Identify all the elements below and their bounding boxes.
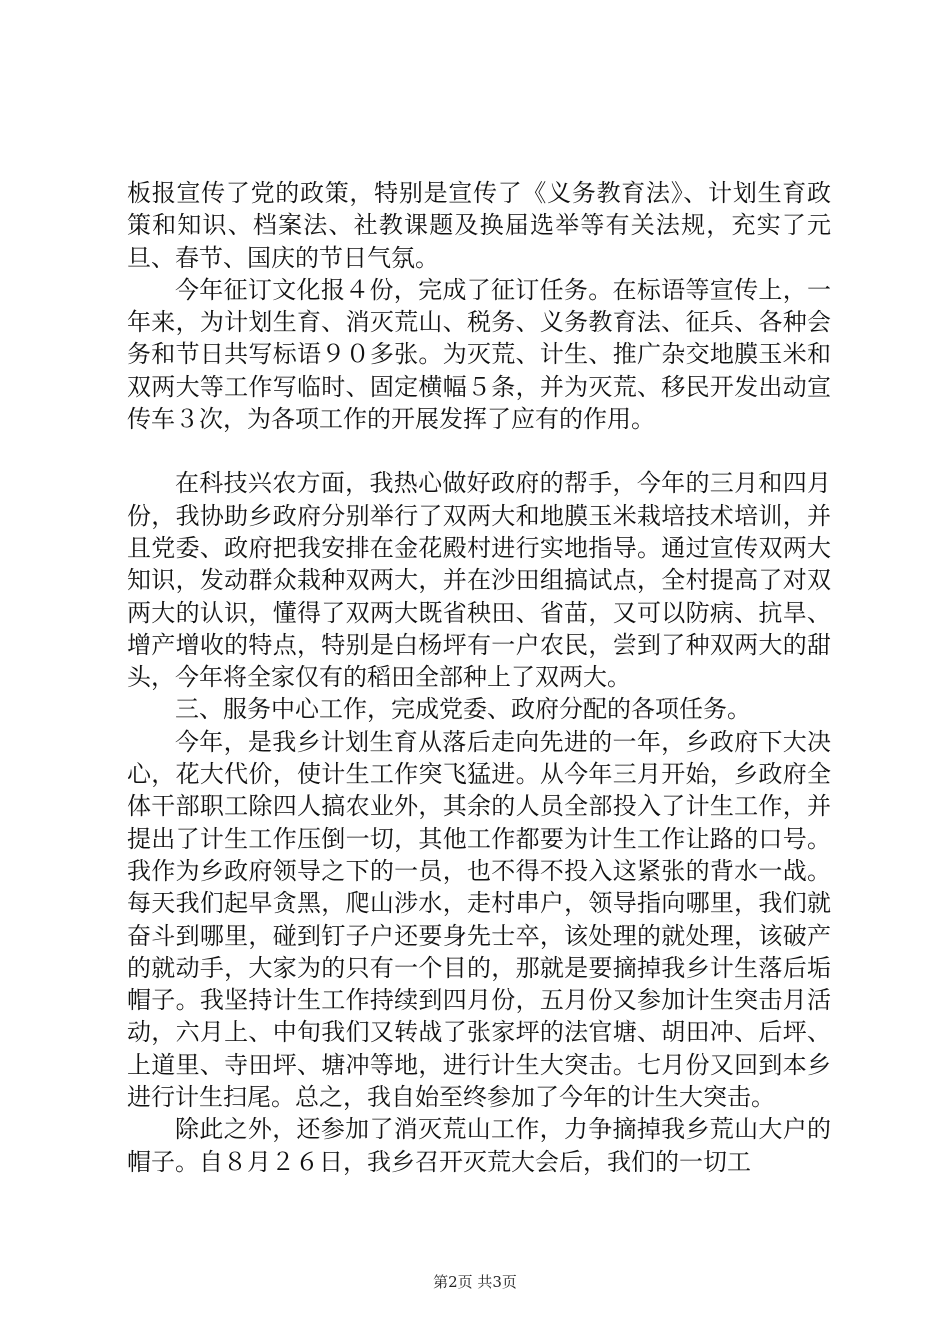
document-body (127, 177, 831, 1178)
paragraph-family-planning: 今年，是我乡计划生育从落后走向先进的一年，乡政府下大决心，花大代价，使计生工作突飞猛进。从今年三月开始，乡政府全体干部职工除四人搞农业外，其余的人员全部投入了计生工作，并提出了计生工作压倒一切，其他工作都要为计生工作让路的口号。我作为乡政府领导之下的一员，也不得不投入这紧张的背水一战。每天我们起早贪黑，爬山涉水，走村串户，领导指向哪里，我们就奋斗到哪里，碰到钉子户还要身先士卒，该处理的就处理，该破产的就动手，大家为的只有一个目的，那就是要摘掉我乡计生落后垢帽子。我坚持计生工作持续到四月份，五月份又参加计生突击月活动，六月上、中旬我们又转战了张家坪的法官塘、胡田冲、后坪、上道里、寺田坪、塘冲等地，进行计生大突击。七月份又回到本乡进行计生扫尾。总之，我自始至终参加了今年的计生大突击。 (127, 727, 831, 1112)
paragraph-subscription: 今年征订文化报４份，完成了征订任务。在标语等宣传上，一年来，为计划生育、消灭荒山、税务、义务教育法、征兵、各种会务和节日共写标语９０多张。为灭荒、计生、推广杂交地膜玉米和双两大等工作写临时、固定横幅５条，并为灭荒、移民开发出动宣传车３次，为各项工作的开展发挥了应有的作用。 (127, 275, 831, 434)
paragraph-technology: 在科技兴农方面，我热心做好政府的帮手，今年的三月和四月份，我协助乡政府分别举行了双两大和地膜玉米栽培技术培训，并且党委、政府把我安排在金花殿村进行实地指导。通过宣传双两大知识，发动群众栽种双两大，并在沙田组搞试点，全村提高了对双两大的认识，懂得了双两大既省秧田、省苗，又可以防病、抗旱、增产增收的特点，特别是白杨坪有一户农民，尝到了种双两大的甜头，今年将全家仅有的稻田全部种上了双两大。 (127, 469, 831, 692)
page-footer: 第2页 共3页 (433, 1273, 517, 1291)
paragraph-continuation: 板报宣传了党的政策，特别是宣传了《义务教育法》、计划生育政策和知识、档案法、社教课题及换届选举等有关法规，充实了元旦、春节、国庆的节日气氛。 (127, 179, 831, 272)
paragraph-afforestation: 除此之外，还参加了消灭荒山工作，力争摘掉我乡荒山大户的帽子。自８月２６日，我乡召开灭荒大会后，我们的一切工 (127, 1115, 831, 1176)
section-heading-three: 三、服务中心工作，完成党委、政府分配的各项任务。 (175, 695, 751, 724)
